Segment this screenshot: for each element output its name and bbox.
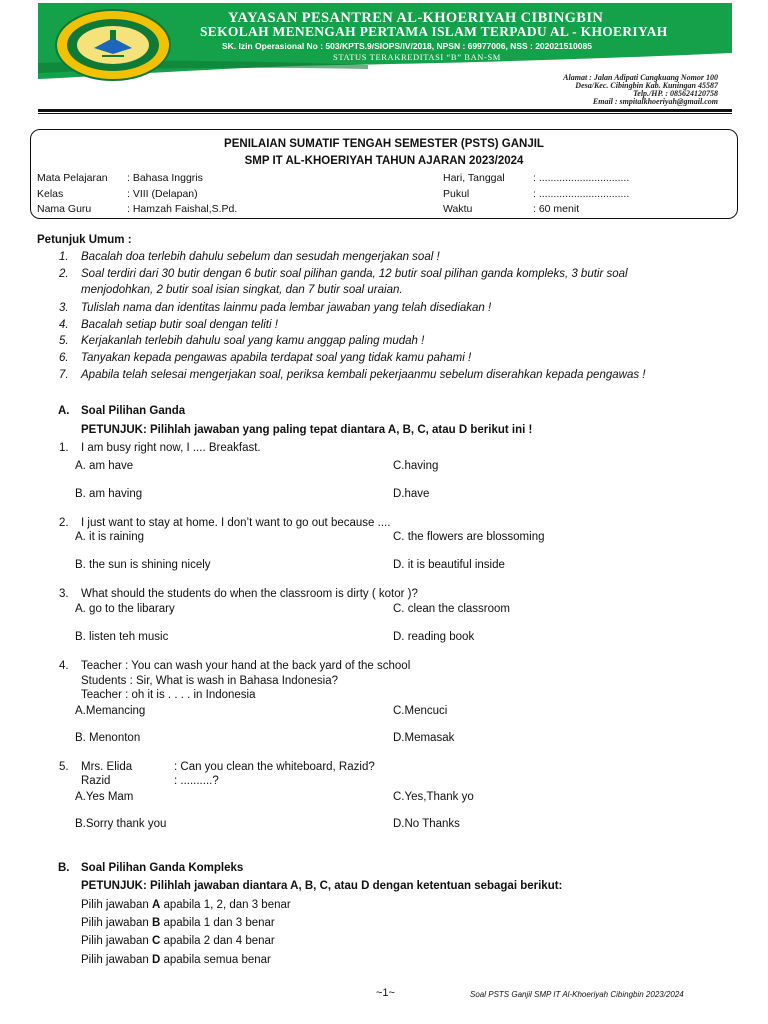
instruction-item-cont: menjodohkan, 2 butir soal isian singkat, dan 7 butir soal uraian. — [81, 284, 403, 296]
instruction-number: 7. — [59, 369, 69, 381]
dialogue-line: Students : Sir, What is wash in Bahasa Indonesia? — [81, 675, 338, 687]
option-a: A.Yes Mam — [75, 791, 134, 803]
option-d: D. reading book — [393, 631, 475, 643]
instruction-number: 4. — [59, 319, 69, 331]
option-a: A. am have — [75, 460, 134, 472]
section-a-letter: A. — [58, 405, 70, 417]
instruction-number: 5. — [59, 335, 69, 347]
question-text: I just want to stay at home. I don’t want to go out because .... — [81, 517, 391, 529]
option-d: D.have — [393, 488, 430, 500]
footer-caption: Soal PSTS Ganjil SMP IT Al-Khoeriyah Cibingbin 2023/2024 — [470, 990, 684, 999]
section-a-instruction: PETUNJUK: Pilihlah jawaban yang paling tepat diantara A, B, C, atau D berikut ini ! — [81, 424, 533, 436]
section-a-title: Soal Pilihan Ganda — [81, 405, 186, 417]
option-b: B. listen teh music — [75, 631, 169, 643]
class-value: : VIII (Delapan) — [127, 188, 198, 200]
instruction-number: 6. — [59, 352, 69, 364]
question-number: 1. — [59, 442, 69, 454]
duration-value: : 60 menit — [533, 203, 580, 215]
address-line-1: Alamat : Jalan Adipati Cangkuang Nomor 100 — [563, 73, 718, 82]
instruction-item: Bacalah doa terlebih dahulu sebelum dan sesudah mengerjakan soal ! — [81, 251, 440, 263]
question-text: I am busy right now, I .... Breakfast. — [81, 442, 261, 454]
section-b-instruction: PETUNJUK: Pilihlah jawaban diantara A, B, C, atau D dengan ketentuan sebagai berikut: — [81, 880, 563, 892]
option-a: A. go to the libarary — [75, 603, 175, 615]
teacher-label: Nama Guru — [37, 203, 92, 215]
address-line-2: Desa/Kec. Cibingbin Kab. Kuningan 45587 — [575, 81, 718, 90]
date-value: : ............................... — [533, 172, 630, 184]
option-d: D.No Thanks — [393, 818, 460, 830]
instruction-item: Soal terdiri dari 30 butir dengan 6 butir soal pilihan ganda, 12 butir soal pilihan ganda kompleks, 3 butir soal — [81, 268, 628, 280]
instruction-item: Bacalah setiap butir soal dengan teliti ! — [81, 319, 278, 331]
speaker-name: Mrs. Elida — [81, 761, 133, 773]
option-b: B. the sun is shining nicely — [75, 559, 211, 571]
license-info: SK. Izin Operasional No : 503/KPTS.9/SIOPS/IV/2018, NPSN : 69977006, NSS : 202021510085 — [222, 41, 592, 51]
option-b: B. Menonton — [75, 732, 141, 744]
instruction-item: Tulislah nama dan identitas lainmu pada lembar jawaban yang telah disediakan ! — [81, 302, 492, 314]
subject-value: : Bahasa Inggris — [127, 172, 203, 184]
instruction-number: 1. — [59, 251, 69, 263]
answer-rule: Pilih jawaban A apabila 1, 2, dan 3 benar — [81, 899, 291, 911]
instruction-item: Tanyakan kepada pengawas apabila terdapat soal yang tidak kamu pahami ! — [81, 352, 472, 364]
option-a: A. it is raining — [75, 531, 145, 543]
section-b-title: Soal Pilihan Ganda Kompleks — [81, 862, 244, 874]
option-c: C.Yes,Thank yo — [393, 791, 474, 803]
question-number: 2. — [59, 517, 69, 529]
email-line: Email : smpitalkhoeriyah@gmail.com — [592, 97, 718, 106]
option-d: D.Memasak — [393, 732, 455, 744]
option-c: C. the flowers are blossoming — [393, 531, 545, 543]
instruction-item: Kerjakanlah terlebih dahulu soal yang kamu anggap paling mudah ! — [81, 335, 425, 347]
option-d: D. it is beautiful inside — [393, 559, 505, 571]
school-logo — [54, 8, 172, 82]
answer-rule: Pilih jawaban C apabila 2 dan 4 benar — [81, 935, 275, 947]
dialogue-line: Teacher : You can wash your hand at the back yard of the school — [81, 660, 411, 672]
option-a: A.Memancing — [75, 705, 146, 717]
instruction-number: 2. — [59, 268, 69, 280]
time-value: : ............................... — [533, 188, 630, 200]
answer-rule: Pilih jawaban B apabila 1 dan 3 benar — [81, 917, 275, 929]
header-divider — [38, 109, 732, 112]
question-text: What should the students do when the classroom is dirty ( kotor )? — [81, 588, 418, 600]
option-b: B.Sorry thank you — [75, 818, 167, 830]
option-c: C.having — [393, 460, 439, 472]
header-divider-thin — [38, 113, 732, 114]
class-label: Kelas — [37, 188, 64, 200]
phone-line: Telp./HP. : 085624120758 — [633, 89, 718, 98]
answer-rule: Pilih jawaban D apabila semua benar — [81, 954, 271, 966]
duration-label: Waktu — [443, 203, 473, 215]
date-label: Hari, Tanggal — [443, 172, 505, 184]
teacher-value: : Hamzah Faishal,S.Pd. — [127, 203, 238, 215]
accreditation-status: STATUS TERAKREDITASI “B” BAN-SM — [333, 52, 501, 62]
subject-label: Mata Pelajaran — [37, 172, 108, 184]
section-b-letter: B. — [58, 862, 70, 874]
option-c: C.Mencuci — [393, 705, 448, 717]
exam-subtitle: SMP IT AL-KHOERIYAH TAHUN AJARAN 2023/2024 — [244, 155, 524, 167]
question-number: 3. — [59, 588, 69, 600]
dialogue-line: Teacher : oh it is . . . . in Indonesia — [81, 689, 256, 701]
instructions-heading: Petunjuk Umum : — [37, 234, 132, 246]
school-name: SEKOLAH MENENGAH PERTAMA ISLAM TERPADU AL - KHOERIYAH — [200, 24, 668, 39]
question-number: 5. — [59, 761, 69, 773]
option-c: C. clean the classroom — [393, 603, 510, 615]
foundation-name: YAYASAN PESANTREN AL-KHOERIYAH CIBINGBIN — [228, 10, 604, 26]
question-number: 4. — [59, 660, 69, 672]
instruction-item: Apabila telah selesai mengerjakan soal, periksa kembali pekerjaanmu sebelum diserahkan kepada pengawas ! — [81, 369, 646, 381]
dialogue-line: : Can you clean the whiteboard, Razid? — [174, 761, 375, 773]
option-b: B. am having — [75, 488, 143, 500]
speaker-name: Razid — [81, 775, 111, 787]
time-label: Pukul — [443, 188, 470, 200]
dialogue-line: : ..........? — [174, 775, 219, 787]
instruction-number: 3. — [59, 302, 69, 314]
page-number: ~1~ — [376, 987, 395, 999]
exam-title: PENILAIAN SUMATIF TENGAH SEMESTER (PSTS) GANJIL — [224, 138, 544, 150]
